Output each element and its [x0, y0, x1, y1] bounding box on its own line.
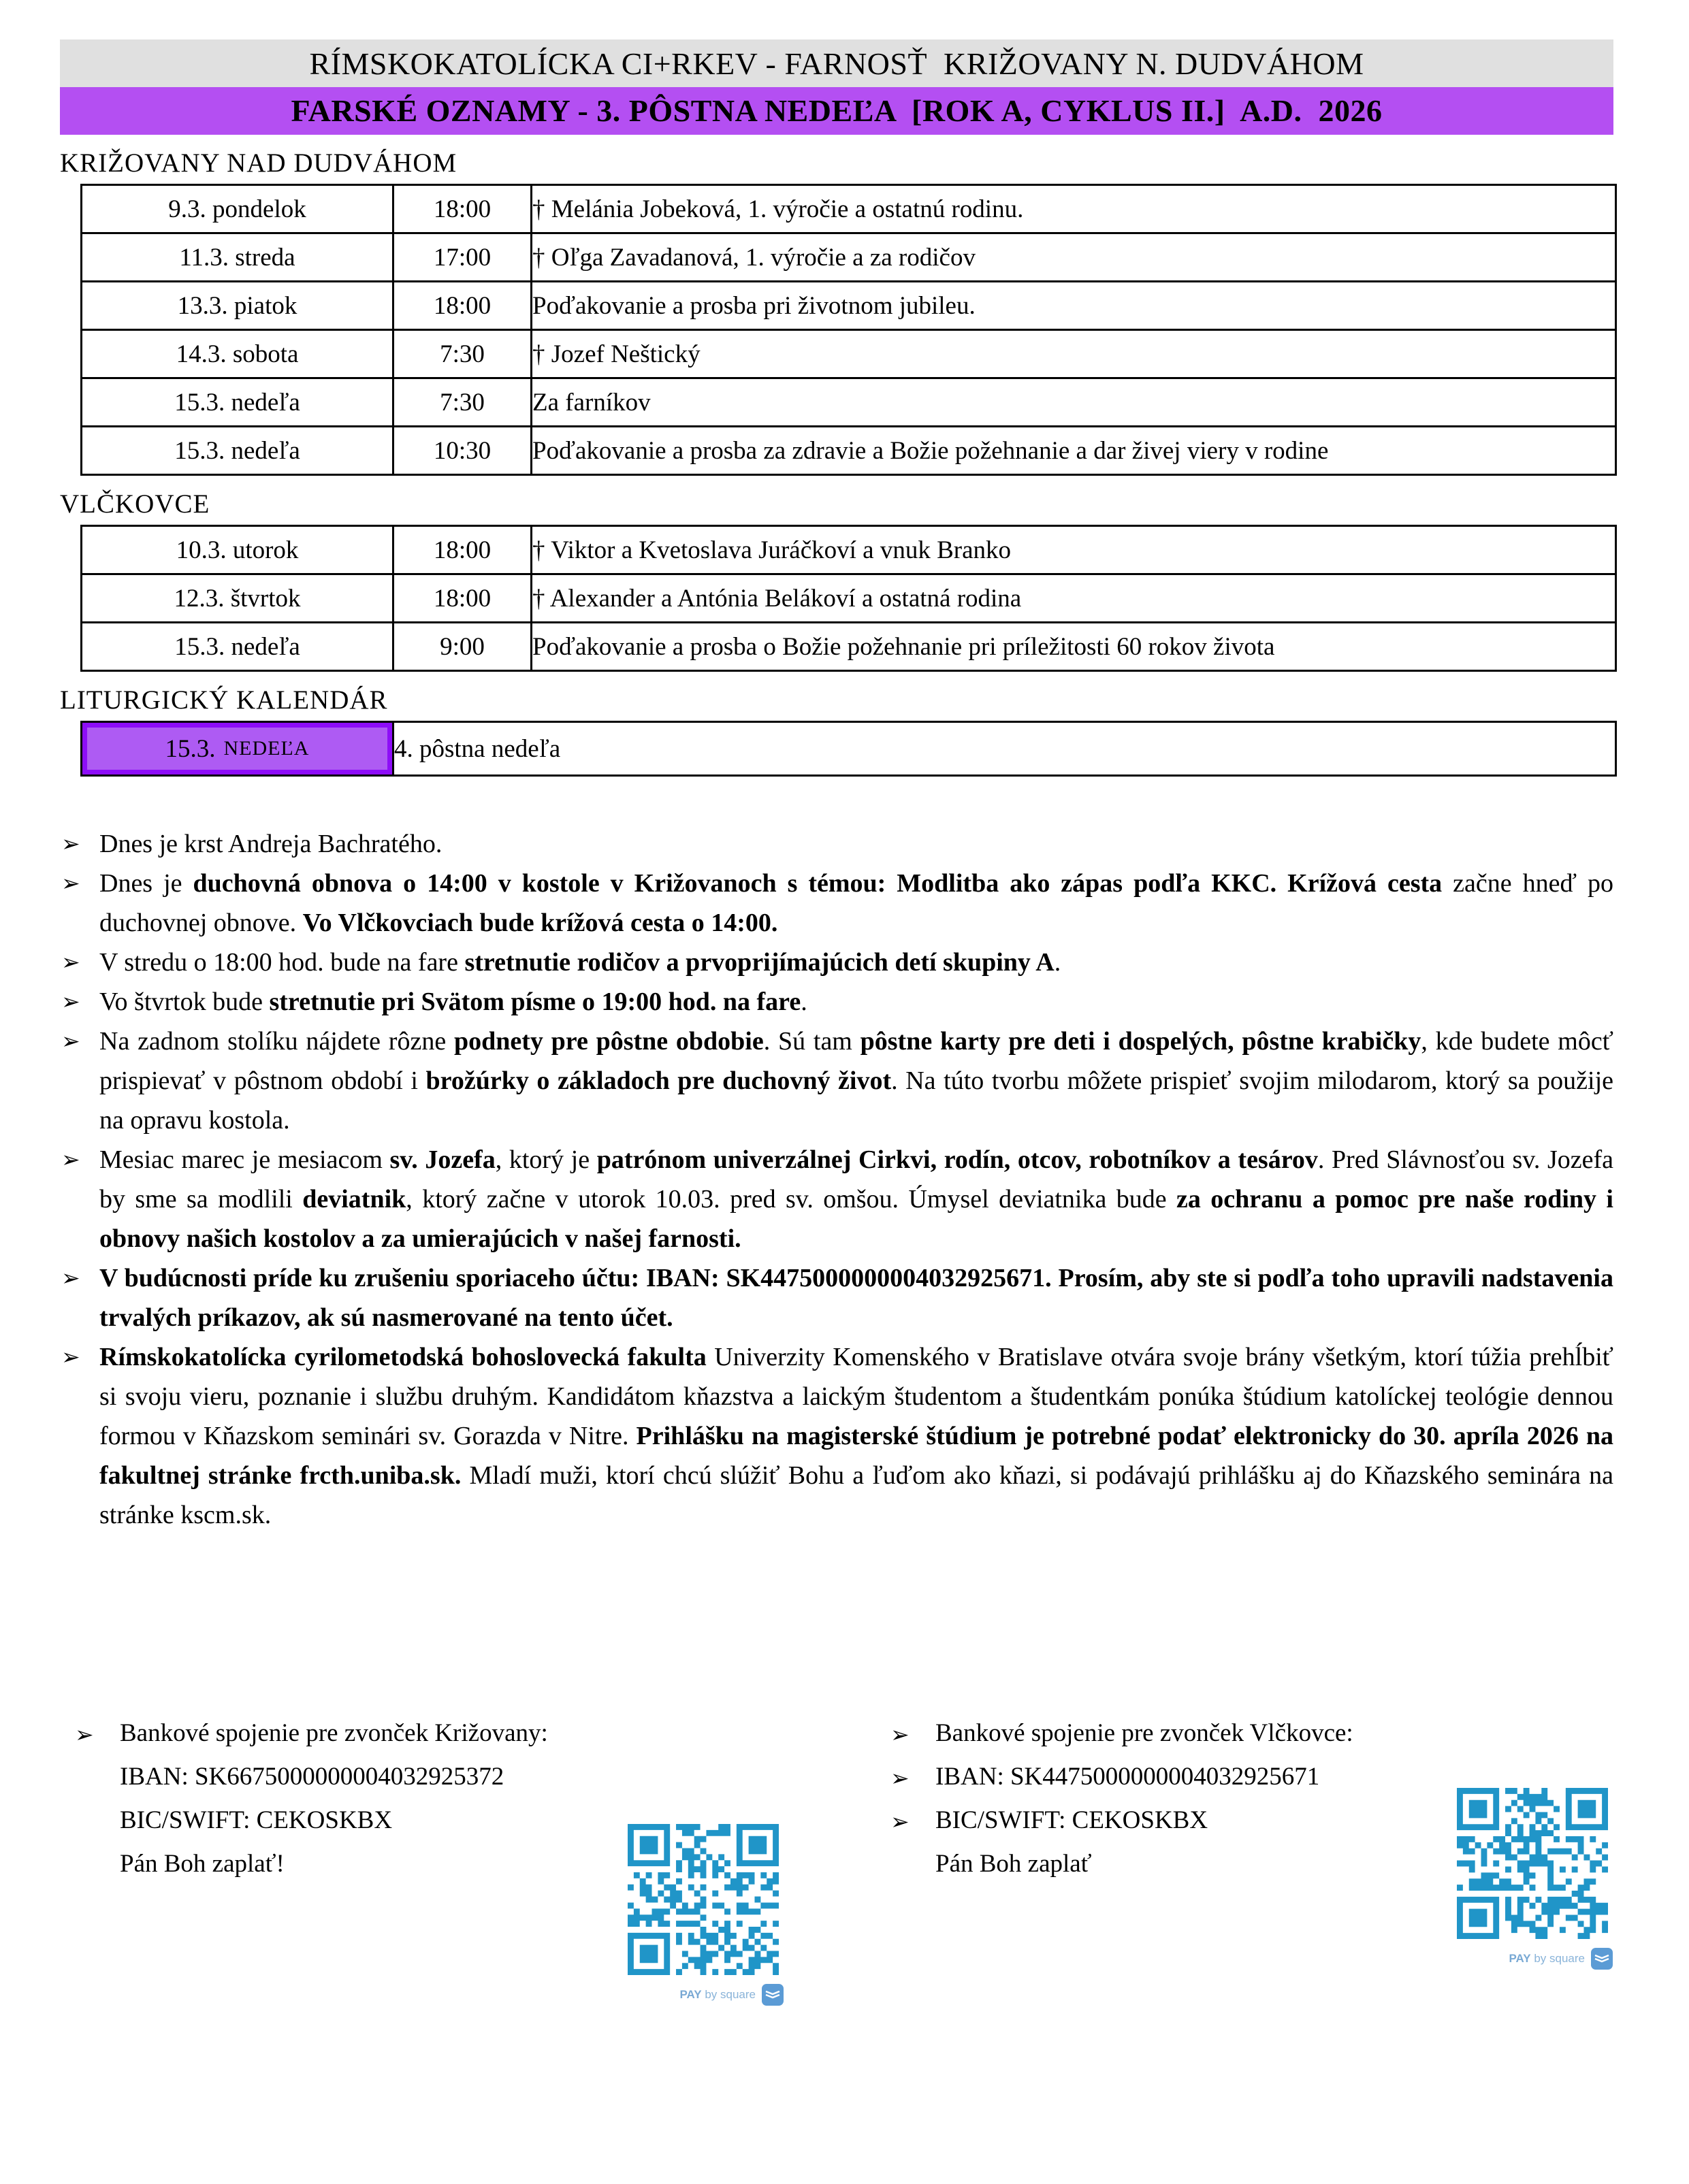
bank-line [889, 1842, 1434, 1886]
bank-line-text: Pán Boh zaplať [935, 1850, 1092, 1878]
announcement-text: Dnes je krst Andreja Bachratého. [99, 830, 443, 858]
section-heading-liturgical: LITURGICKÝ KALENDÁR [60, 685, 388, 715]
announcement-text-bold: za ochranu a pomoc pre naše rodiny i obnovy našich kostolov a za umierajúcich v našej farnosti. [99, 1185, 1613, 1253]
announcement-text: Dnes je [99, 869, 193, 898]
bank-line [74, 1755, 618, 1799]
intention-cell: † Viktor a Kvetoslava Juráčkoví a vnuk Branko [532, 526, 1616, 574]
arrow-bullet-icon: ➢ [890, 1765, 910, 1791]
time-cell: 7:30 [393, 330, 532, 378]
section-heading-vlckovce: VLČKOVCE [60, 489, 210, 519]
announcement-text: . [801, 988, 807, 1016]
announcement-text: . [1054, 948, 1061, 977]
intention-cell: Poďakovanie a prosba o Božie požehnanie pri príležitosti 60 rokov života [532, 623, 1616, 671]
bank-line-text: BIC/SWIFT: CEKOSKBX [120, 1806, 393, 1834]
date-cell: 15.3. nedeľa [82, 623, 393, 671]
pay-word: PAY [679, 1988, 702, 2001]
announcement-text-bold: stretnutie rodičov a prvoprijímajúcich detí skupiny A [464, 948, 1055, 977]
liturgical-row [82, 722, 1616, 776]
announcement-text-bold: Vo Vlčkovciach bude krížová cesta o 14:00. [302, 909, 778, 937]
time-cell: 17:00 [393, 233, 532, 282]
arrow-bullet-icon: ➢ [890, 1721, 910, 1748]
announcement-text: začne hneď po duchovnej obnove. [99, 869, 1613, 937]
pay-word: PAY [1509, 1952, 1531, 1965]
pay-rest: by square [705, 1988, 756, 2001]
table-row [82, 623, 1616, 671]
intention-cell: † Alexander a Antónia Belákoví a ostatná rodina [532, 574, 1616, 623]
bank-line [74, 1712, 618, 1755]
announcement-item [60, 982, 1613, 1022]
announcement-text: . Na túto tvorbu môžete prispieť svojim milodarom, ktorý sa použije na opravu kostola. [99, 1066, 1613, 1135]
announcement-item [60, 1258, 1613, 1337]
bank-line-text: IBAN: SK4475000000004032925671 [935, 1763, 1320, 1791]
bank-line-text: Pán Boh zaplať! [120, 1850, 285, 1878]
announcement-text-bold: sv. Jozefa [389, 1145, 496, 1174]
announcement-text-bold: deviatnik [302, 1185, 406, 1213]
qr-code-vlckovce-image [1457, 1788, 1608, 1939]
table-row [82, 526, 1616, 574]
page-title: RÍMSKOKATOLÍCKA CI+RKEV - FARNOSŤ KRIŽOVANY N. DUDVÁHOM [60, 39, 1613, 87]
bank-line [74, 1842, 618, 1886]
announcement-text-bold: Rímskokatolícka cyrilometodská bohoslovecká fakulta [99, 1343, 707, 1371]
announcement-text: Mesiac marec je mesiacom [99, 1145, 390, 1174]
date-cell: 14.3. sobota [82, 330, 393, 378]
arrow-bullet-icon: ➢ [61, 1265, 80, 1291]
time-cell: 9:00 [393, 623, 532, 671]
pay-rest: by square [1534, 1952, 1585, 1965]
arrow-bullet-icon: ➢ [61, 988, 80, 1015]
date-cell: 15.3. nedeľa [82, 427, 393, 475]
announcement-text: Mladí muži, ktorí chcú slúžiť Bohu a ľuďom ako kňazi, si podávajú prihlášku aj do Kňazského seminára na stránke kscm.sk. [99, 1461, 1613, 1529]
announcement-text: . Pred Slávnosťou sv. Jozefa by sme sa modlili [99, 1145, 1613, 1213]
bank-line-text: BIC/SWIFT: CEKOSKBX [935, 1806, 1208, 1834]
liturgical-date-highlight [82, 723, 392, 775]
arrow-bullet-icon: ➢ [61, 949, 80, 975]
announcement-text: V stredu o 18:00 hod. bude na fare [99, 948, 465, 977]
arrow-bullet-icon: ➢ [61, 830, 80, 857]
section-heading-krizovany: KRIŽOVANY NAD DUDVÁHOM [60, 148, 457, 178]
time-cell: 18:00 [393, 574, 532, 623]
mass-schedule-table-vlckovce [80, 525, 1617, 672]
bank-line [889, 1712, 1434, 1755]
announcement-text-bold: patrónom univerzálnej Cirkvi, rodín, otcov, robotníkov a tesárov [596, 1145, 1318, 1174]
announcement-text-bold: stretnutie pri Svätom písme o 19:00 hod. na fare [269, 988, 801, 1016]
table-row [82, 574, 1616, 623]
banner-title: FARSKÉ OZNAMY - 3. PÔSTNA NEDEĽA [ROK A, CYKLUS II.] A.D. 2026 [60, 87, 1613, 135]
time-cell: 18:00 [393, 526, 532, 574]
bank-section [60, 1712, 1613, 2079]
pay-by-square-label [594, 1983, 784, 2007]
time-cell: 7:30 [393, 378, 532, 427]
bank-line-text: Bankové spojenie pre zvonček Križovany: [120, 1719, 548, 1747]
announcement-item [60, 864, 1613, 943]
arrow-bullet-icon: ➢ [75, 1721, 94, 1748]
arrow-bullet-icon: ➢ [61, 1146, 80, 1173]
bank-block-vlckovce [889, 1712, 1434, 1886]
liturgical-day: NEDEĽA [223, 737, 310, 760]
table-row [82, 233, 1616, 282]
intention-cell: † Jozef Neštický [532, 330, 1616, 378]
bank-block-krizovany [74, 1712, 618, 1886]
announcement-text-bold: podnety pre pôstne obdobie [453, 1027, 764, 1056]
date-cell: 9.3. pondelok [82, 185, 393, 233]
announcement-text: , ktorý je [495, 1145, 597, 1174]
announcement-item [60, 1140, 1613, 1258]
time-cell: 18:00 [393, 185, 532, 233]
intention-cell: Poďakovanie a prosba za zdravie a Božie požehnanie a dar živej viery v rodine [532, 427, 1616, 475]
date-cell: 11.3. streda [82, 233, 393, 282]
time-cell: 18:00 [393, 282, 532, 330]
bank-line-text: IBAN: SK6675000000004032925372 [120, 1763, 504, 1791]
pay-by-square-label [1423, 1946, 1613, 1971]
announcement-text: Univerzity Komenského v Bratislave otvára svoje brány všetkým, ktorí túžia prehĺbiť si svoju vieru, poznanie i službu druhým. Kandidátom kňazstva a laickým študentom a študentkám ponúka štúdium katolíckej teológie dennou formou v Kňazskom seminári sv. Gorazda v Nitre. [99, 1343, 1613, 1450]
liturgical-date-cell [82, 722, 393, 776]
intention-cell: Za farníkov [532, 378, 1616, 427]
announcements-list [60, 824, 1613, 1535]
arrow-bullet-icon: ➢ [890, 1808, 910, 1835]
date-cell: 15.3. nedeľa [82, 378, 393, 427]
qr-code-krizovany-image [628, 1824, 779, 1975]
table-row [82, 185, 1616, 233]
date-cell: 10.3. utorok [82, 526, 393, 574]
table-row [82, 378, 1616, 427]
announcement-text-bold: Prihlášku na magisterské štúdium je potrebné podať elektronicky do 30. apríla 2026 na fakultnej stránke frcth.uniba.sk. [99, 1422, 1613, 1490]
liturgical-desc-cell: 4. pôstna nedeľa [393, 722, 1616, 776]
pay-by-square-logo-icon [761, 1983, 784, 2006]
table-row [82, 282, 1616, 330]
announcement-text-bold: brožúrky o základoch pre duchovný život [425, 1066, 892, 1095]
bank-line [889, 1799, 1434, 1842]
announcement-text-bold: duchovná obnova o 14:00 v kostole v Križovanoch s témou: Modlitba ako zápas podľa KKC. Krížová cesta [193, 869, 1443, 898]
mass-schedule-table-krizovany [80, 184, 1617, 476]
announcement-text: . Sú tam [763, 1027, 860, 1056]
date-cell: 12.3. štvrtok [82, 574, 393, 623]
announcement-text: , kde budete môcť prispievať v pôstnom období i [99, 1027, 1613, 1095]
announcement-item [60, 943, 1613, 982]
arrow-bullet-icon: ➢ [61, 1343, 80, 1370]
date-cell: 13.3. piatok [82, 282, 393, 330]
liturgical-calendar-table [80, 721, 1617, 777]
time-cell: 10:30 [393, 427, 532, 475]
bank-line-text: Bankové spojenie pre zvonček Vlčkovce: [935, 1719, 1353, 1747]
announcement-text-bold: pôstne karty pre deti i dospelých, pôstne krabičky [860, 1027, 1421, 1056]
table-row [82, 330, 1616, 378]
announcement-text: , ktorý začne v utorok 10.03. pred sv. omšou. Úmysel deviatnika bude [406, 1185, 1177, 1213]
bank-line [74, 1799, 618, 1842]
announcement-item [60, 1337, 1613, 1535]
arrow-bullet-icon: ➢ [61, 1028, 80, 1054]
liturgical-date: 15.3. [165, 734, 216, 763]
announcement-item [60, 824, 1613, 864]
arrow-bullet-icon: ➢ [61, 870, 80, 896]
intention-cell: † Oľga Zavadanová, 1. výročie a za rodičov [532, 233, 1616, 282]
announcement-text: Vo štvrtok bude [99, 988, 270, 1016]
intention-cell: Poďakovanie a prosba pri životnom jubileu. [532, 282, 1616, 330]
announcement-text: Na zadnom stolíku nájdete rôzne [99, 1027, 454, 1056]
announcement-item [60, 1022, 1613, 1140]
announcement-text-bold: V budúcnosti príde ku zrušeniu sporiaceho účtu: IBAN: SK4475000000004032925671. Prosím, aby ste si podľa toho upravili nadstavenia trvalých príkazov, ak sú nasmerované na tento účet. [99, 1264, 1613, 1332]
intention-cell: † Melánia Jobeková, 1. výročie a ostatnú rodinu. [532, 185, 1616, 233]
table-row [82, 427, 1616, 475]
bank-line [889, 1755, 1434, 1799]
pay-by-square-logo-icon [1590, 1947, 1613, 1970]
